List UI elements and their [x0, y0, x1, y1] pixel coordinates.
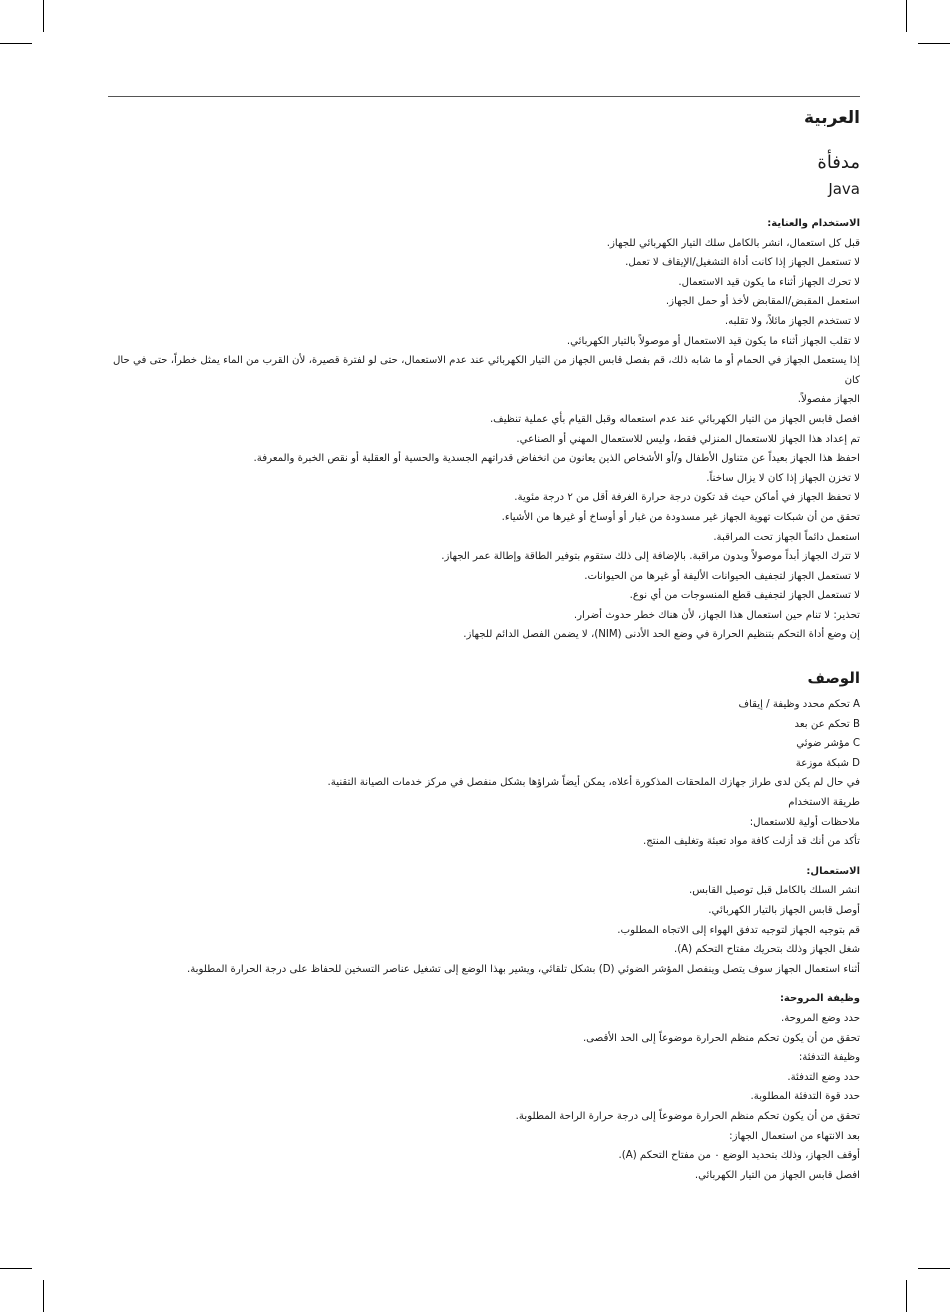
list-item: تحقق من أن يكون تحكم منظم الحرارة موضوعاً إلى درجة حرارة الراحة المطلوبة.: [515, 1110, 860, 1122]
list-item: حدد وضع التدفئة.: [787, 1071, 860, 1083]
header-rule: [108, 96, 860, 97]
crop-mark: [918, 1268, 950, 1269]
list-item: ملاحظات أولية للاستعمال:: [749, 816, 860, 828]
list-item: أوقف الجهاز، وذلك بتحديد الوضع ٠ من مفتاح التحكم (A).: [618, 1150, 860, 1162]
list-item: D شبكة موزعة: [795, 757, 860, 769]
list-item: لا تخزن الجهاز إذا كان لا يزال ساخناً.: [706, 472, 860, 484]
list-item: A تحكم محدد وظيفة / إيقاف: [738, 699, 860, 711]
list-item: تحقق من أن شبكات تهوية الجهاز غير مسدودة من غبار أو أوساخ أو غيرها من الأشياء.: [501, 511, 860, 523]
crop-mark: [43, 1280, 44, 1312]
list-item: بعد الانتهاء من استعمال الجهاز:: [729, 1130, 860, 1142]
section-heading: الاستعمال:: [806, 865, 860, 877]
section-heading: الاستخدام والعناية:: [767, 218, 860, 229]
usage-care-section: [108, 214, 860, 645]
list-item: قبل كل استعمال، انشر بالكامل سلك التيار الكهربائي للجهاز.: [606, 237, 860, 249]
list-item: طريقة الاستخدام: [788, 797, 860, 809]
list-item: إن وضع أداة التحكم بتنظيم الحرارة في وضع الحد الأدنى (NIM)، لا يضمن الفصل الدائم للجهاز.: [463, 629, 860, 641]
list-item: قم بتوجيه الجهاز لتوجيه تدفق الهواء إلى الاتجاه المطلوب.: [617, 924, 860, 936]
list-item: أثناء استعمال الجهاز سوف يتصل وينفصل المؤشر الضوئي (D) بشكل تلقائي، ويشير بهذا الوضع إلى تشغيل عناصر التسخين للحفاظ على درجة الحرارة المطلوبة.: [186, 963, 860, 975]
list-item: لا تستعمل الجهاز لتجفيف قطع المنسوجات من أي نوع.: [629, 590, 860, 602]
list-item: إذا يستعمل الجهاز في الحمام أو ما شابه ذلك، قم بفصل قابس الجهاز من التيار الكهربائي عند عدم الاستعمال، حتى لو لفترة قصيرة، لأن القرب من الماء يمثل خطراً، حتى في حال كان: [112, 355, 860, 386]
crop-mark: [0, 43, 32, 44]
spacer: [108, 979, 860, 989]
list-item: C مؤشر ضوئي: [796, 738, 860, 750]
section-heading: وظيفة المروحة:: [779, 993, 860, 1005]
list-item: انشر السلك بالكامل قبل توصيل القابس.: [689, 885, 860, 897]
product-title: مدفأة: [817, 152, 860, 173]
crop-mark: [0, 1268, 32, 1269]
list-item: شغل الجهاز وذلك بتحريك مفتاح التحكم (A).: [673, 944, 860, 956]
list-item: لا تقلب الجهاز أثناء ما يكون قيد الاستعمال أو موصولاً بالتيار الكهربائي.: [566, 335, 860, 347]
description-heading: الوصف: [807, 669, 860, 688]
list-item: الجهاز مفصولاً.: [797, 394, 860, 406]
list-item: أوصل قابس الجهاز بالتيار الكهربائي.: [708, 905, 860, 916]
list-item: حدد قوة التدفئة المطلوبة.: [750, 1091, 860, 1103]
list-item: في حال لم يكن لدى طراز جهازك الملحقات المذكورة أعلاه، يمكن أيضاً شراؤها بشكل منفصل في مركز خدمات الصيانة التقنية.: [327, 777, 860, 789]
list-item: تأكد من أنك قد أزلت كافة مواد تعبئة وتغليف المنتج.: [642, 836, 860, 848]
fan-section: [108, 989, 860, 1185]
list-item: B تحكم عن بعد: [794, 718, 860, 730]
list-item: لا تستخدم الجهاز مائلاً، ولا تقلبه.: [724, 315, 860, 327]
list-item: وظيفة التدفئة:: [798, 1052, 860, 1064]
list-item: افصل قابس الجهاز من التيار الكهربائي عند عدم استعماله وقبل القيام بأي عملية تنظيف.: [489, 413, 860, 425]
list-item: لا تستعمل الجهاز لتجفيف الحيوانات الأليفة أو غيرها من الحيوانات.: [584, 570, 860, 582]
list-item: استعمل المقبض/المقابض لأخذ أو حمل الجهاز.: [665, 296, 860, 308]
list-item: تحذير: لا تنام حين استعمال هذا الجهاز، لأن هناك خطر حدوث أضرار.: [573, 609, 860, 621]
list-item: استعمل دائماً الجهاز تحت المراقبة.: [713, 531, 860, 543]
language-title: العربية: [803, 108, 860, 128]
manual-page: [108, 104, 860, 1185]
crop-mark: [906, 1280, 907, 1312]
spacer: [108, 852, 860, 862]
list-item: تم إعداد هذا الجهاز للاستعمال المنزلي فقط، وليس للاستعمال المهني أو الصناعي.: [516, 433, 860, 445]
list-item: لا تحرك الجهاز أثناء ما يكون قيد الاستعمال.: [678, 276, 860, 288]
list-item: افصل قابس الجهاز من التيار الكهربائي.: [694, 1169, 860, 1181]
crop-mark: [43, 0, 44, 32]
crop-mark: [918, 43, 950, 44]
model-name: Java: [828, 180, 860, 198]
description-section: [108, 665, 860, 852]
list-item: احفظ هذا الجهاز بعيداً عن متناول الأطفال و/أو الأشخاص الذين يعانون من انخفاض قدراتهم الجسدية والحسية أو العقلية أو نقص الخبرة والمعرفة.: [253, 453, 860, 465]
list-item: حدد وضع المروحة.: [780, 1012, 860, 1024]
list-item: لا تستعمل الجهاز إذا كانت أداة التشغيل/الإيقاف لا تعمل.: [625, 257, 860, 269]
list-item: لا تحفظ الجهاز في أماكن حيث قد تكون درجة حرارة الغرفة أقل من ٢ درجة مئوية.: [514, 492, 860, 504]
crop-mark: [906, 0, 907, 32]
use-section: [108, 862, 860, 980]
list-item: لا تترك الجهاز أبداً موصولاً وبدون مراقبة. بالإضافة إلى ذلك ستقوم بتوفير الطاقة وإطالة عمر الجهاز.: [441, 551, 860, 563]
list-item: تحقق من أن يكون تحكم منظم الحرارة موضوعاً إلى الحد الأقصى.: [582, 1032, 860, 1044]
